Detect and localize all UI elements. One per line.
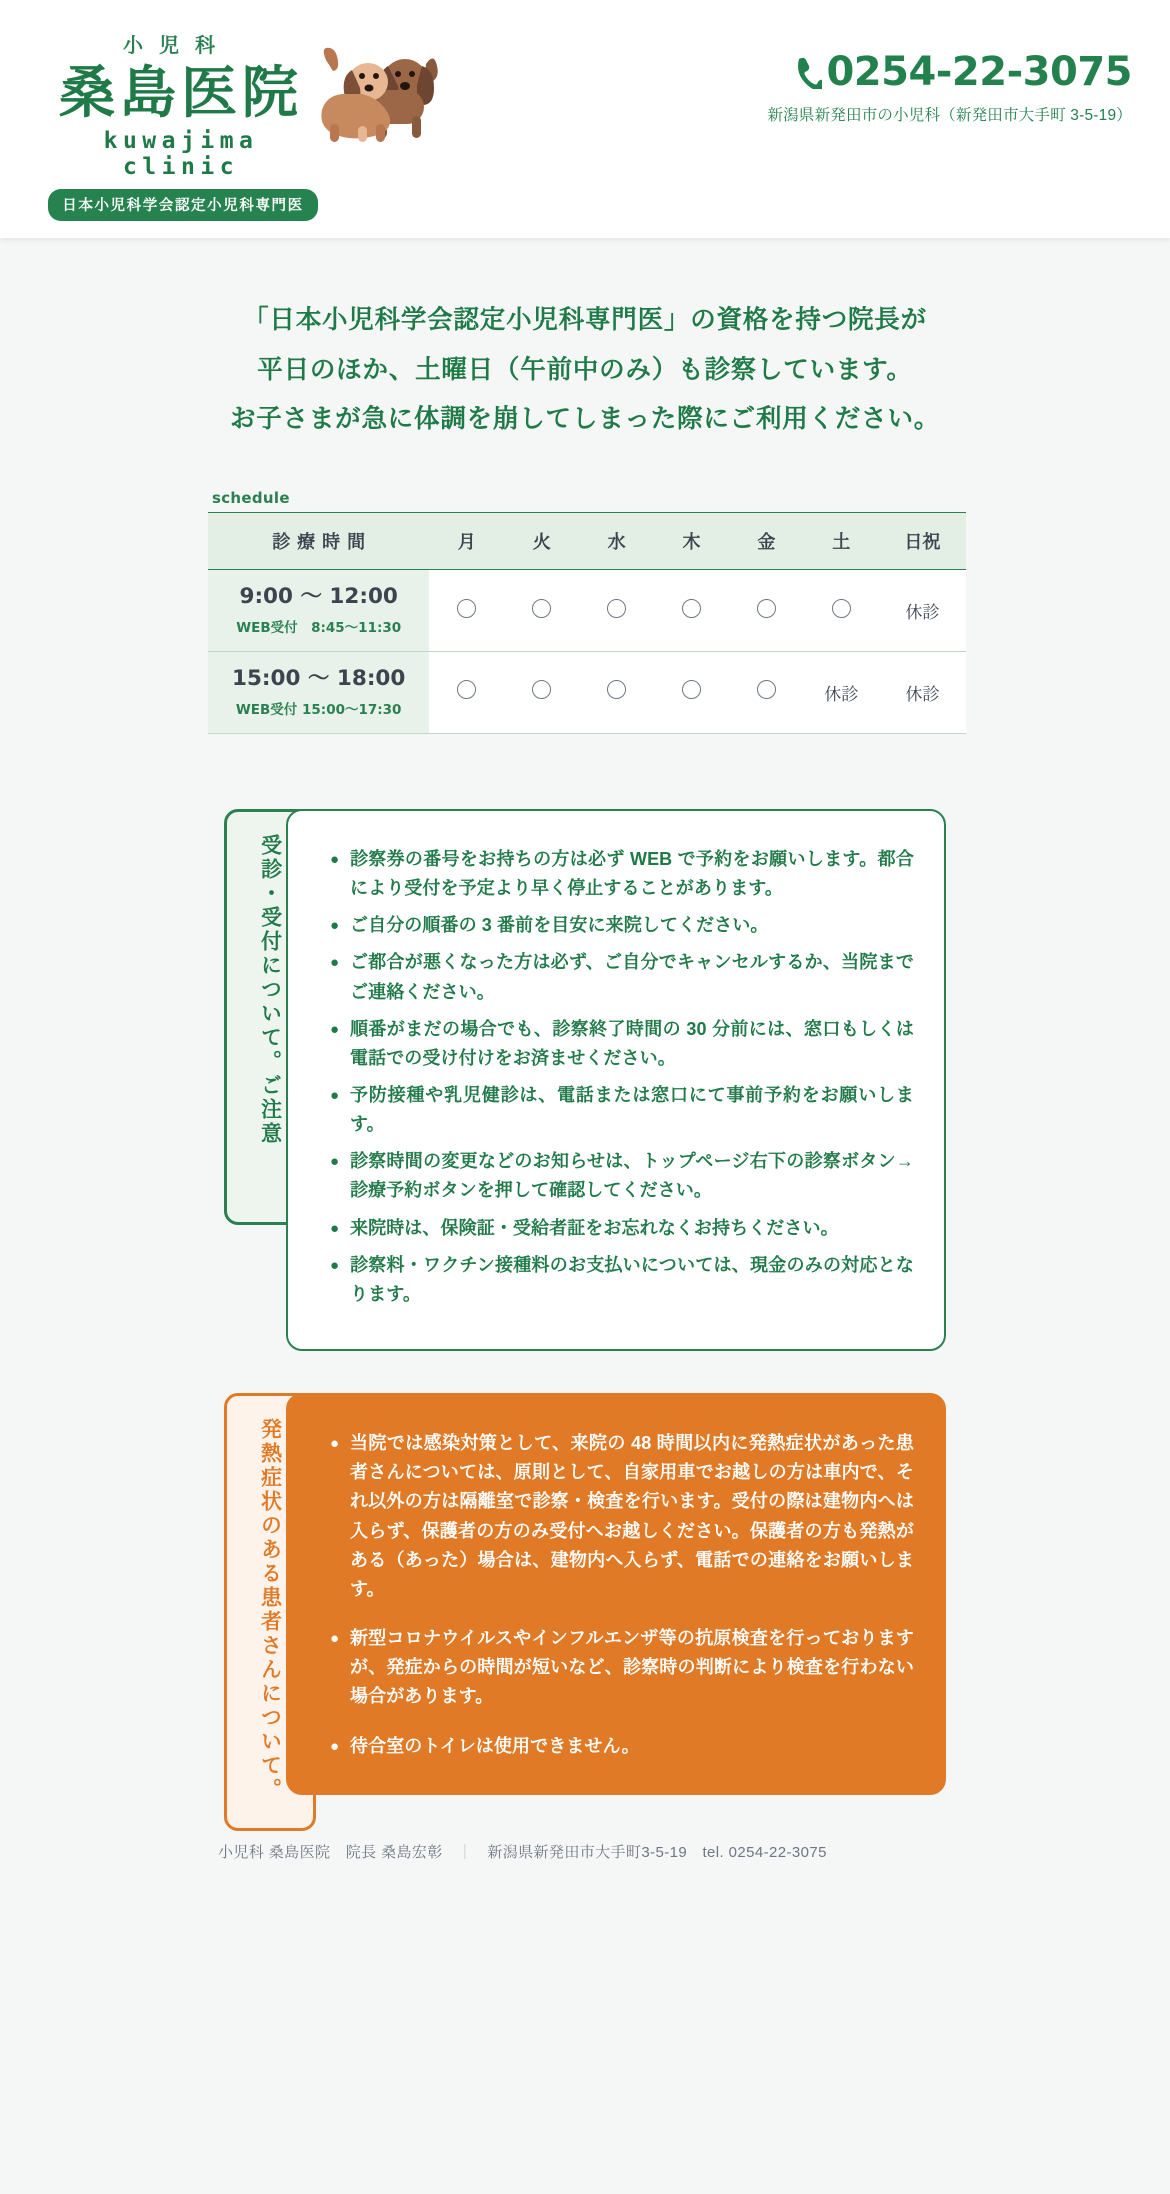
column-header-mon: 月 xyxy=(429,513,504,570)
list-item: ● ご自分の順番の 3 番前を目安に来院してください。 xyxy=(330,911,914,940)
open-circle-icon xyxy=(757,680,776,699)
open-circle-icon xyxy=(504,652,579,734)
phone-handset-icon xyxy=(792,55,822,89)
list-item: ● 順番がまだの場合でも、診察終了時間の 30 分前には、窓口もしくは電話での受け付けをお済ませください。 xyxy=(330,1015,914,1073)
column-header-sunhol: 日祝 xyxy=(879,513,966,570)
phone-number: 0254-22-3075 xyxy=(826,49,1132,95)
logo-clinic-name: 桑島医院 xyxy=(59,61,303,126)
column-header-wed: 水 xyxy=(579,513,654,570)
schedule-time-cell xyxy=(208,652,429,734)
schedule-body xyxy=(208,570,966,734)
site-footer xyxy=(0,1841,1170,1892)
open-circle-icon xyxy=(729,570,804,652)
notice-reception-body xyxy=(286,809,946,1351)
logo-romaji: kuwajima clinic xyxy=(103,127,259,180)
footer-clinic-name: 小児科 桑島医院 院長 桑島宏彰 xyxy=(218,1843,443,1861)
header-address: 新潟県新発田市の小児科（新発田市大手町 3-5-19） xyxy=(767,107,1132,124)
lead-line-3: お子さまが急に体調を崩してしまった際にご利用ください。 xyxy=(229,405,941,434)
notice-fever-list xyxy=(330,1429,914,1761)
column-header-sat: 土 xyxy=(804,513,879,570)
list-item: ● 当院では感染対策として、来院の 48 時間以内に発熱症状があった患者さんについては、原則として、自家用車でお越しの方は車内で、それ以外の方は隔離室で診察・検査を行います。受付の際は建物内へは入らず、保護者の方のみ受付へお越しください。保護者の方も発熱がある（あった）場合は、建物内へ入らず、電話での連絡をお願いします。 xyxy=(330,1429,914,1604)
schedule-label: schedule xyxy=(212,489,290,508)
table-row xyxy=(208,652,966,734)
closed-label xyxy=(879,570,966,652)
schedule-table xyxy=(208,512,966,734)
column-header-fri: 金 xyxy=(729,513,804,570)
open-circle-icon xyxy=(607,599,626,618)
schedule-web-reception: WEB受付 8:45〜11:30 xyxy=(236,620,402,637)
closed-label xyxy=(879,652,966,734)
footer-address-tel: 新潟県新発田市大手町3-5-19 tel. 0254-22-3075 xyxy=(487,1843,827,1861)
logo-kana-label: 小児科 xyxy=(123,35,231,57)
closed-label xyxy=(804,652,879,734)
list-item: ● 予防接種や乳児健診は、電話または窓口にて事前予約をお願いします。 xyxy=(330,1081,914,1139)
list-item: ● 新型コロナウイルスやインフルエンザ等の抗原検査を行っておりますが、発症からの時間が短いなど、診察時の判断により検査を行わない場合があります。 xyxy=(330,1624,914,1711)
list-item: ● 診察料・ワクチン接種料のお支払いについては、現金のみの対応となります。 xyxy=(330,1251,914,1309)
column-header-tue: 火 xyxy=(504,513,579,570)
open-circle-icon xyxy=(654,570,729,652)
schedule-web-reception: WEB受付 15:00〜17:30 xyxy=(235,701,402,718)
footer-separator: ｜ xyxy=(457,1843,473,1861)
open-circle-icon xyxy=(504,570,579,652)
logo-certification-badge: 日本小児科学会認定小児科専門医 xyxy=(48,189,318,221)
open-circle-icon xyxy=(579,652,654,734)
notice-reception-tab-label: 受診・受付について。ご注意 xyxy=(258,833,282,1146)
schedule-section xyxy=(204,489,966,734)
notice-fever-body xyxy=(286,1393,946,1795)
notice-reception-list xyxy=(330,845,914,1309)
closed-label-text: 休診 xyxy=(824,684,859,704)
open-circle-icon xyxy=(607,680,626,699)
closed-label-text: 休診 xyxy=(905,603,940,623)
open-circle-icon xyxy=(682,599,701,618)
header-contact xyxy=(767,49,1132,125)
schedule-time-cell xyxy=(208,570,429,652)
list-item: ● 診察時間の変更などのお知らせは、トップページ右下の診察ボタン→診療予約ボタンを押して確認してください。 xyxy=(330,1147,914,1205)
lead-line-2: 平日のほか、土曜日（午前中のみ）も診察しています。 xyxy=(257,355,913,384)
footer-text xyxy=(204,1841,966,1862)
notice-reception xyxy=(224,809,946,1351)
notice-fever xyxy=(224,1393,946,1803)
table-row xyxy=(208,570,966,652)
two-dachshund-dogs-icon xyxy=(300,36,440,148)
open-circle-icon xyxy=(457,680,476,699)
open-circle-icon xyxy=(757,599,776,618)
open-circle-icon xyxy=(457,599,476,618)
list-item: ● ご都合が悪くなった方は必ず、ご自分でキャンセルするか、当院までご連絡ください。 xyxy=(330,948,914,1006)
schedule-time-main: 9:00 〜 12:00 xyxy=(239,584,398,610)
lead-heading xyxy=(0,296,1170,445)
lead-line-1: 「日本小児科学会認定小児科専門医」の資格を持つ院長が xyxy=(243,306,927,334)
list-item: ● 診察券の番号をお持ちの方は必ず WEB で予約をお願いします。都合により受付を予定より早く停止することがあります。 xyxy=(330,845,914,903)
column-header-time: 診療時間 xyxy=(208,513,429,570)
phone-link[interactable] xyxy=(767,49,1132,95)
schedule-time-main: 15:00 〜 18:00 xyxy=(232,666,406,692)
open-circle-icon xyxy=(579,570,654,652)
list-item: ● 待合室のトイレは使用できません。 xyxy=(330,1732,914,1761)
open-circle-icon xyxy=(832,599,851,618)
open-circle-icon xyxy=(682,680,701,699)
open-circle-icon xyxy=(532,680,551,699)
open-circle-icon xyxy=(654,652,729,734)
list-item: ● 来院時は、保険証・受給者証をお忘れなくお持ちください。 xyxy=(330,1214,914,1243)
open-circle-icon xyxy=(729,652,804,734)
notice-fever-tab-label: 発熱症状のある患者さんについて。 xyxy=(258,1418,282,1803)
open-circle-icon xyxy=(804,570,879,652)
site-header xyxy=(0,0,1170,238)
open-circle-icon xyxy=(532,599,551,618)
closed-label-text: 休診 xyxy=(905,684,940,704)
open-circle-icon xyxy=(429,570,504,652)
schedule-header-row xyxy=(208,513,966,570)
column-header-thu: 木 xyxy=(654,513,729,570)
open-circle-icon xyxy=(429,652,504,734)
